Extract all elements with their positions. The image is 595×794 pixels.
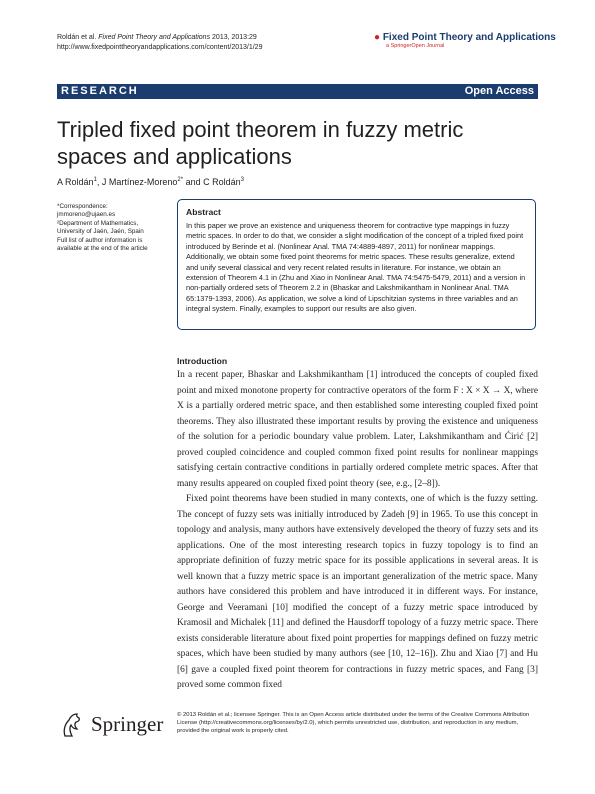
correspondence-note bbox=[57, 203, 172, 253]
author-name: and C Roldán bbox=[183, 177, 241, 187]
license-text: © 2013 Roldán et al.; licensee Springer. This is an Open Access article distributed under the terms of the Creative Commons Attribution License (http://creativecommons.org/licenses/by/2.0), which permits unrestricted use, distribution, and reproduction in any medium, provided the original work is properly cited. bbox=[177, 712, 530, 735]
springer-logo bbox=[57, 710, 177, 740]
introduction-heading: Introduction bbox=[177, 356, 228, 366]
abstract-box bbox=[177, 199, 536, 330]
correspondence-line: University of Jaén, Jaén, Spain bbox=[57, 228, 144, 236]
correspondence-email[interactable]: jmmoreno@ujaen.es bbox=[57, 211, 116, 219]
citation-prefix: Roldán et al. bbox=[57, 34, 97, 41]
section-banner bbox=[57, 84, 538, 99]
correspondence-line: Full list of author information is bbox=[57, 236, 143, 244]
author-list bbox=[57, 177, 244, 187]
abstract-heading: Abstract bbox=[186, 207, 221, 217]
journal-mark-icon: ● bbox=[374, 32, 381, 43]
springer-horse-icon bbox=[57, 710, 87, 740]
journal-subtitle: a SpringerOpen Journal bbox=[386, 43, 445, 49]
paragraph: Fixed point theorems have been studied in many contexts, one of which is the fuzzy setting. The concept of fuzzy sets was initially introduced by Zadeh [9] in 1965. To use this concept in topology and analysis, many authors have extensively developed the theory of fuzzy sets and its applications. One of the most interesting research topics in fuzzy topology is to find an appropriate definition of fuzzy metric space for its possible applications in several areas. It is well known that a fuzzy metric space is an important generalization of the metric space. Many authors have considered this problem and have introduced it in different ways. For instance, George and Veeramani [10] modified the concept of a fuzzy metric space introduced by Kramosil and Michalek [11] and defined the Hausdorff topology of a fuzzy metric space. There exists considerable literature about fixed point properties for mappings defined on fuzzy metric spaces, which have been studied by many authors (see [10, 12–16]). Zhu and Xiao [7] and Hu [6] gave a coupled fixed point theorem for contractions in fuzzy metric spaces, and Fang [3] proved some common fixed bbox=[177, 494, 538, 690]
journal-name: Fixed Point Theory and Applications bbox=[382, 32, 556, 43]
author-name: A Roldán bbox=[57, 177, 94, 187]
author-name: , J Martínez-Moreno bbox=[96, 177, 178, 187]
citation-journal: Fixed Point Theory and Applications bbox=[98, 34, 211, 41]
open-access-label: Open Access bbox=[464, 85, 534, 97]
publisher-name: Springer bbox=[91, 712, 164, 736]
section-label: RESEARCH bbox=[61, 85, 139, 97]
author-affiliation: 2* bbox=[177, 177, 184, 183]
paragraph: In a recent paper, Bhaskar and Lakshmikantham [1] introduced the concepts of coupled fixed point and mixed monotone property for contractive operators of the form F : X × X → X, where X is a partially ordered metric space, and then established some interesting coupled fixed point theorems. They also illustrated these important results by proving the existence and uniqueness of the solution for a periodic boundary value problem. Later, Lakshmikantham and Ćirić [2] proved coupled coincidence and coupled common fixed point results for nonlinear mappings satisfying certain contractive conditions in partially ordered complete metric spaces. After that many results appeared on coupled fixed point theory (see, e.g., [2–8]). bbox=[177, 370, 538, 489]
running-header bbox=[57, 33, 262, 52]
correspondence-line: ²Department of Mathematics, bbox=[57, 219, 139, 227]
article-title: Tripled fixed point theorem in fuzzy metric spaces and applications bbox=[57, 117, 464, 169]
correspondence-line: available at the end of the article bbox=[57, 245, 148, 253]
journal-logo bbox=[374, 32, 556, 50]
correspondence-line: *Correspondence: bbox=[57, 203, 108, 210]
article-url[interactable]: http://www.fixedpointtheoryandapplications.com/content/2013/1/29 bbox=[57, 43, 263, 51]
abstract-text: In this paper we prove an existence and uniqueness theorem for contractive type mappings in fuzzy metric spaces. In order to do that, we consider a slight modification of the concept of a tripled fixed point introduced by Berinde et al. (Nonlinear Anal. TMA 74:4889-4897, 2011) for nonlinear mappings. Additionally, we obtain some fixed point theorems for metric spaces. These results generalize, extend and unify several classical and very recent related results in literature. For instance, we obtain an extension of Theorem 4.1 in (Zhu and Xiao in Nonlinear Anal. TMA 74:5475-5479, 2011) and a version in non-partially ordered sets of Theorem 2.2 in (Bhaskar and Lakshmikantham in Nonlinear Anal. TMA 65:1379-1393, 2006). As application, we solve a kind of Lipschitzian systems in three variables and an integral system. Finally, examples to support our results are also given. bbox=[186, 221, 526, 314]
author-affiliation: 1 bbox=[93, 177, 97, 183]
author-affiliation: 3 bbox=[240, 177, 244, 183]
citation-suffix: 2013, 2013:29 bbox=[212, 34, 257, 41]
introduction-body bbox=[177, 368, 538, 694]
